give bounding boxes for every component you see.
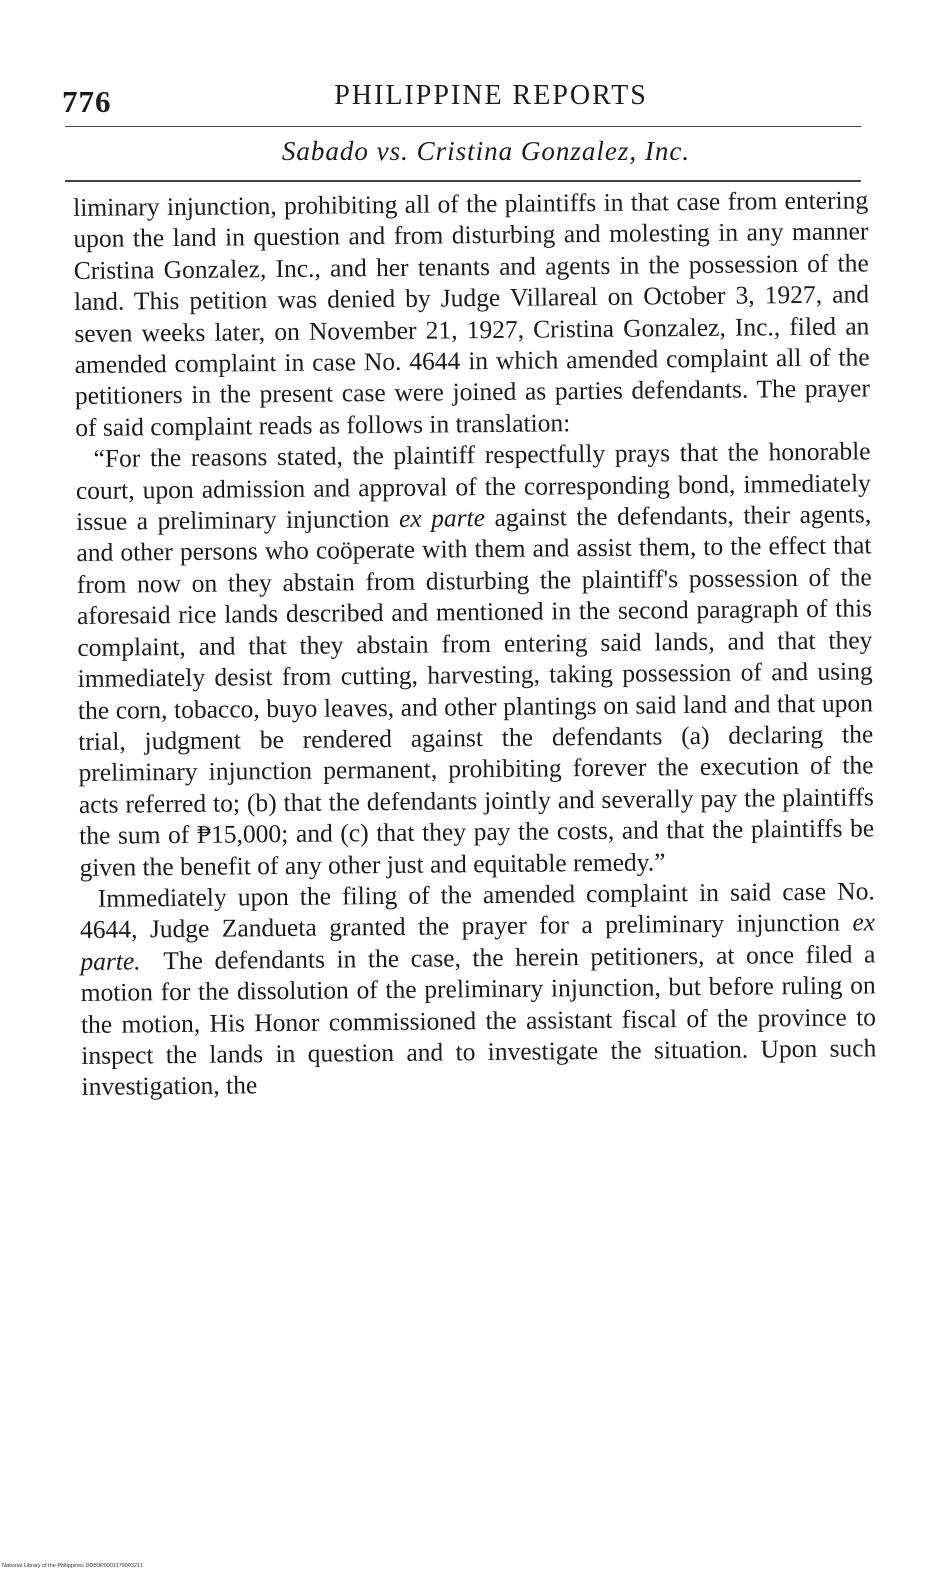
running-head: PHILIPPINE REPORTS [334, 80, 648, 111]
paragraph-1-text: liminary injunction, prohibiting all of the plaintiffs in that case from entering upon the land in question and from disturbing and molesting in any manner Cristina Gonzalez, Inc., and her tenants and agents in the possession of the land. This petition was denied by Judge Villareal on October 3, 1927, and seven weeks later, on November 21, 1927, Cristina Gonzalez, Inc., filed an amended complaint in case No. 4644 in which amended complaint all of the petitioners in the present case were joined as parties defendants. The prayer of said complaint reads as follows in translation: [73, 185, 871, 442]
quote-italic-term: ex parte [398, 503, 486, 533]
paragraph-3-text-2: The defendants in the case, the herein petitioners, at once filed a motion for the dissolution of the preliminary injunction, but before ruling on the motion, His Honor commissioned the assistant fiscal of the province to inspect the lands in question and to investigate the situation. Upon such investigation, the [80, 939, 877, 1102]
quote-text-2: against the defendants, their agents, and other persons who coöperate with them and assist them, to the effect that from now on they abstain from disturbing the plaintiff's possession of the aforesaid rice lands described and mentioned in the second paragraph of this complaint, and that they abstain from entering said lands, and that they immediately desist from cutting, harvesting, taking possession of and using the corn, tobacco, buyo leaves, and other plantings on said land and that upon trial, judgment be rendered against the defendants (a) declaring the preliminary injunction permanent, prohibiting forever the execution of the acts referred to; (b) that the defendants jointly and severally pay the plaintiffs the sum of ₱15,000; and (c) that they pay the costs, and that the plaintiffs be given the benefit of any other just and equitable remedy.” [76, 499, 875, 882]
body-text [73, 184, 877, 1102]
footer-credit: National Library of the Philippines DDB9P0001179003211 [2, 1563, 143, 1569]
paragraph-3 [80, 875, 877, 1102]
quote-text-1: “For the reasons stated, the plaintiff respectfully prays that the honorable court, upon admission and approval of the corresponding bond, immediately issue a preliminary injunction [75, 436, 871, 537]
paragraph-continuation [73, 184, 870, 443]
page-number: 776 [62, 84, 112, 119]
header-rule-bottom [65, 180, 861, 182]
header-rule-top [65, 126, 861, 127]
case-title: Sabado vs. Cristina Gonzalez, Inc. [281, 136, 691, 166]
paragraph-3-text-1: Immediately upon the filing of the amended complaint in said case No. 4644, Judge Zandueta granted the prayer for a preliminary injunction [79, 876, 875, 945]
quoted-prayer [75, 436, 874, 883]
paragraph-3-italic-term: ex parte. [80, 907, 876, 976]
